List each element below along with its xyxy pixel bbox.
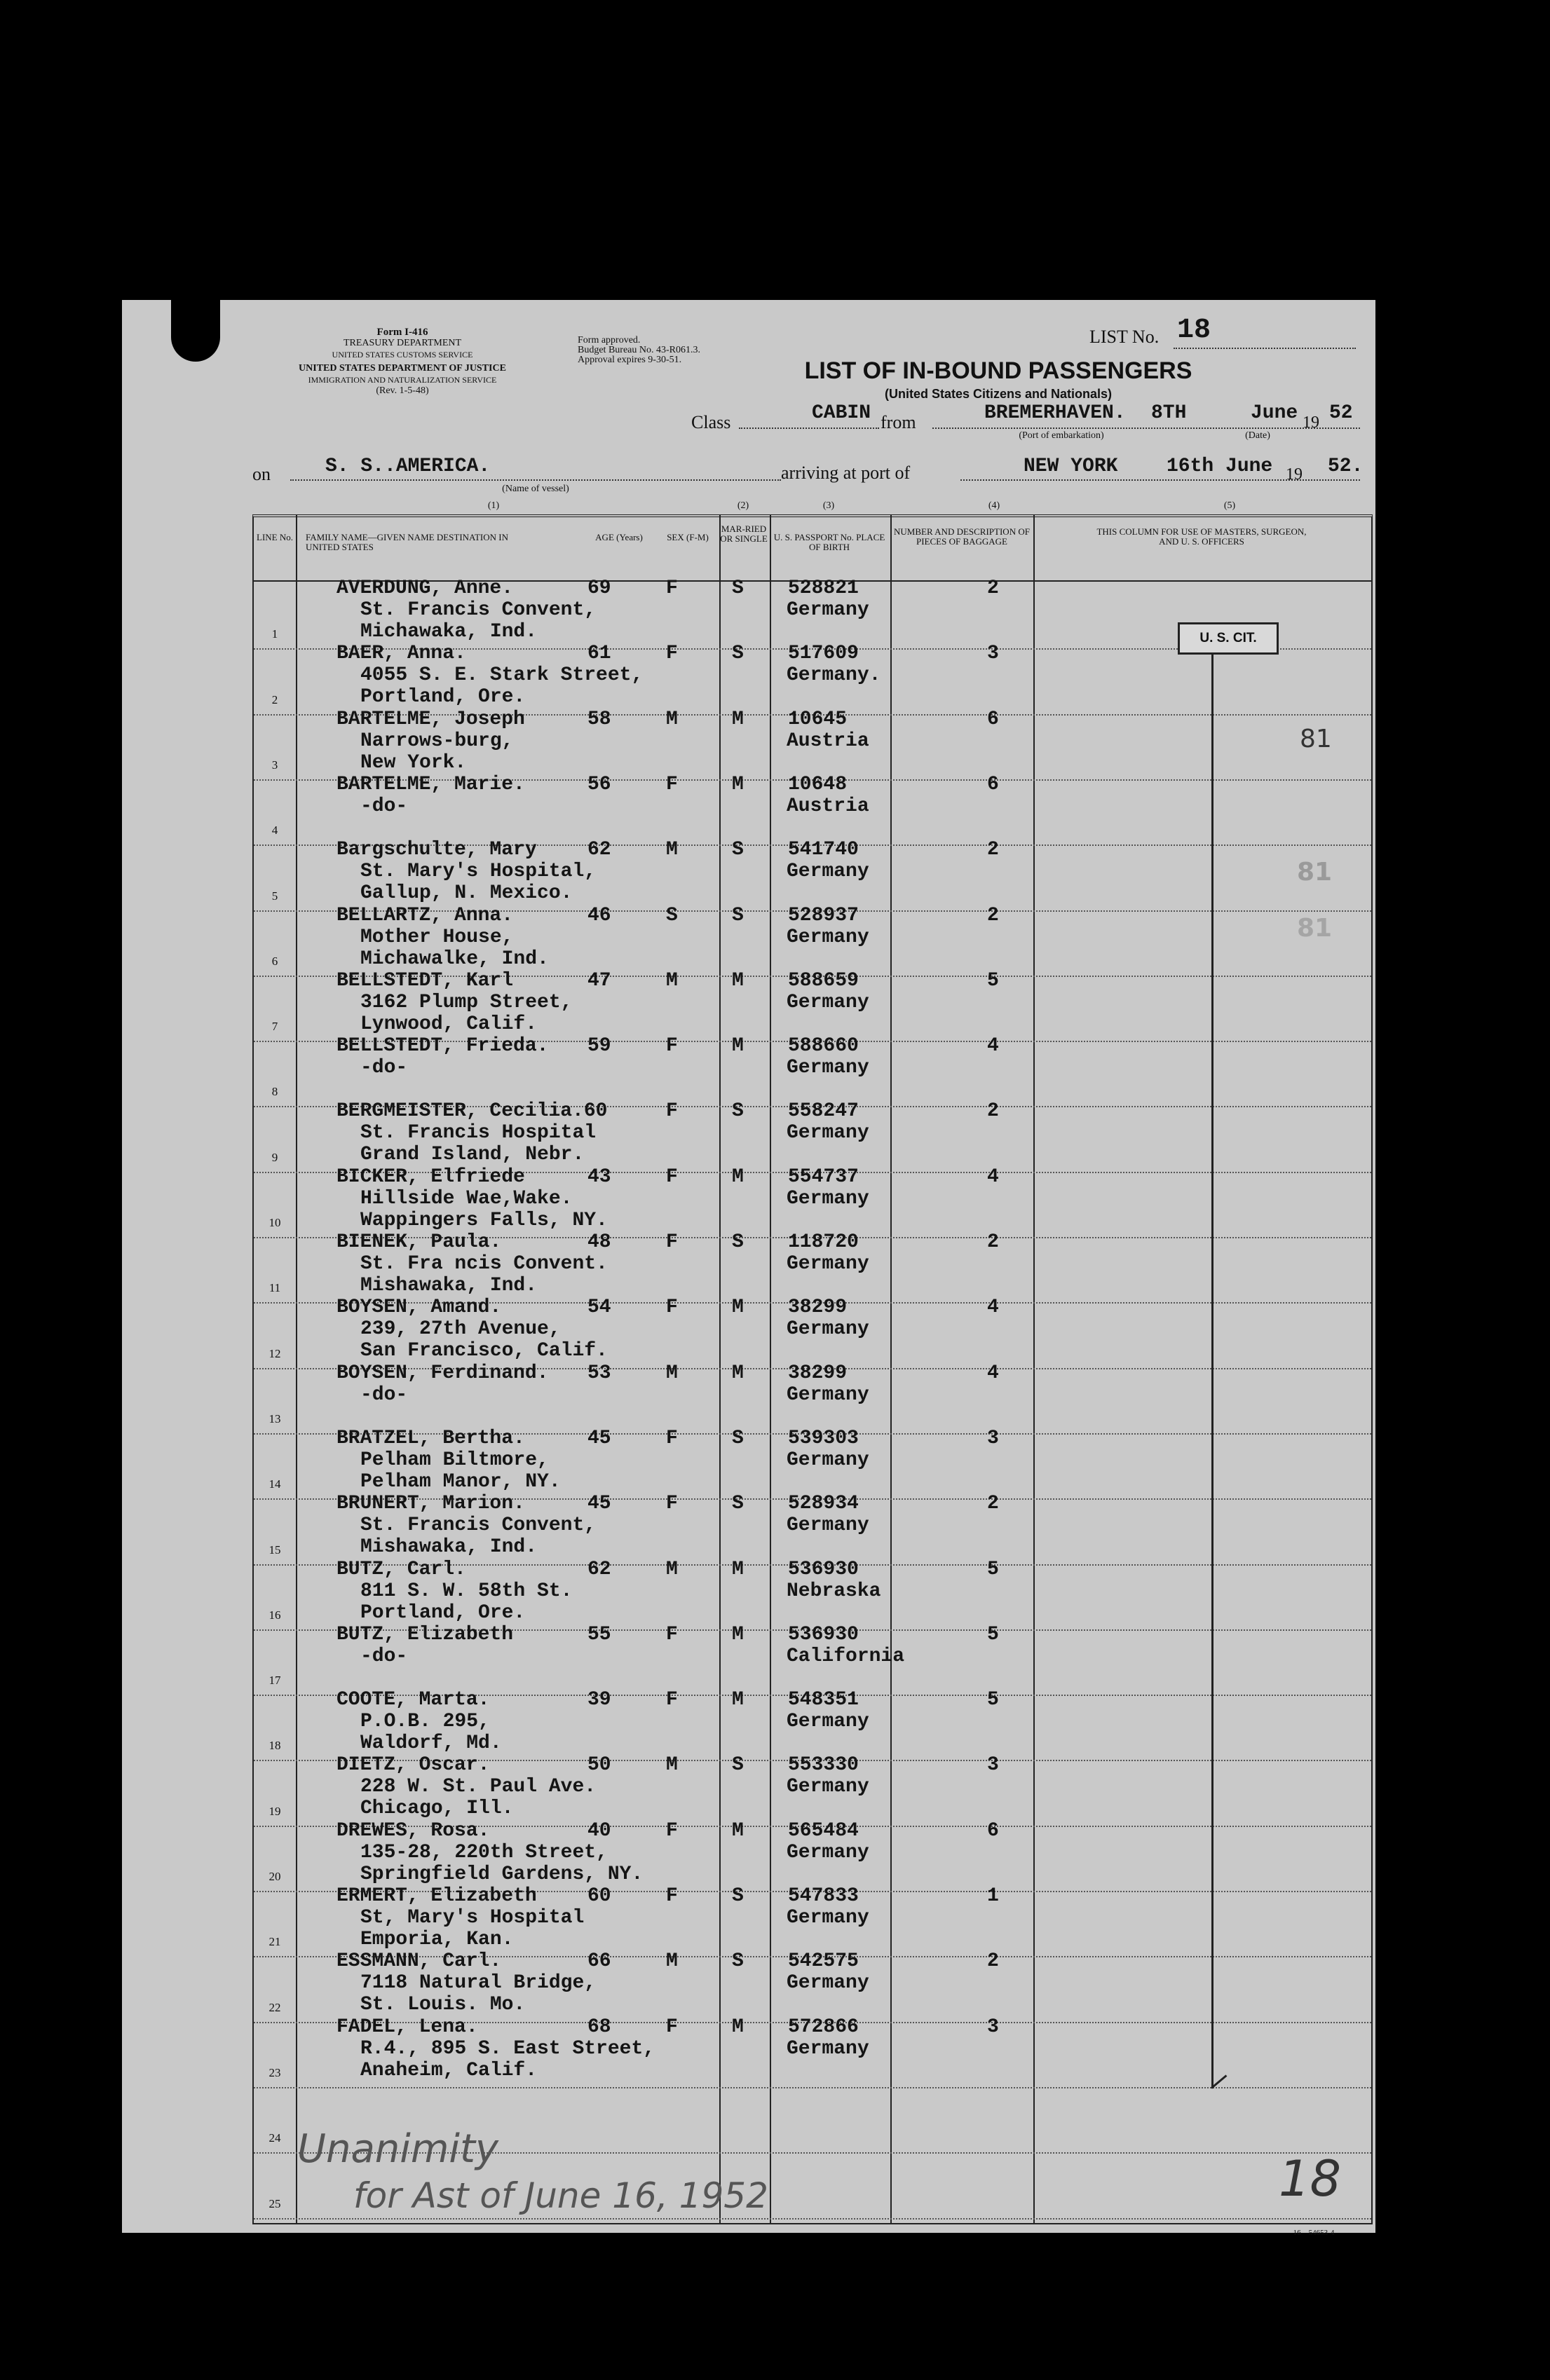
line-number: 10 [268, 1216, 281, 1229]
baggage-count: 6 [987, 709, 999, 730]
place-of-birth: Austria [787, 795, 869, 817]
passport-number: 118720 [788, 1231, 859, 1253]
line-number: 12 [268, 1347, 281, 1360]
passenger-address-1: -do- [360, 1646, 408, 1667]
passenger-marital-status: S [732, 1950, 744, 1972]
passenger-sex: M [666, 1950, 678, 1972]
passenger-marital-status: M [732, 1166, 744, 1188]
form-title: LIST OF IN-BOUND PASSENGERS [804, 357, 1192, 384]
passenger-age: 62 [587, 839, 611, 861]
passenger-address-1: 228 W. St. Paul Ave. [360, 1776, 597, 1798]
passenger-address-1: 3162 Plump Street, [360, 992, 573, 1013]
embark-year-prefix: 19 [1303, 413, 1319, 432]
footer-code: 16—54653-4 [1293, 2229, 1335, 2237]
passenger-address-2: Anaheim, Calif. [360, 2060, 538, 2081]
baggage-count: 5 [987, 1559, 999, 1580]
ins-service: IMMIGRATION AND NATURALIZATION SERVICE [308, 375, 497, 385]
passenger-address-2: Mishawaka, Ind. [360, 1275, 538, 1297]
colnum-1: (1) [487, 500, 500, 511]
passenger-age: 68 [587, 2016, 611, 2038]
passenger-name: BRATZEL, Bertha. [336, 1428, 525, 1449]
line-number: 8 [271, 1085, 278, 1098]
passport-number: 536930 [788, 1559, 859, 1580]
line-number: 17 [268, 1674, 281, 1687]
baggage-count: 3 [987, 1754, 999, 1776]
col-header-married: MAR-RIED OR SINGLE [720, 524, 768, 544]
passenger-name: BIENEK, Paula. [336, 1231, 502, 1253]
passenger-name: BUTZ, Carl. [336, 1559, 466, 1580]
passenger-name: BOYSEN, Amand. [336, 1297, 502, 1318]
baggage-count: 3 [987, 1428, 999, 1449]
baggage-count: 2 [987, 1950, 999, 1972]
class-label: Class [691, 412, 731, 432]
passenger-age: 55 [587, 1624, 611, 1646]
passenger-sex: F [666, 1624, 678, 1646]
passport-number: 565484 [788, 1820, 859, 1842]
vessel-name: S. S..AMERICA. [325, 456, 491, 477]
passenger-address-2: Springfield Gardens, NY. [360, 1863, 644, 1885]
passenger-address-1: St. Fra ncis Convent. [360, 1253, 608, 1275]
annotation-81: 81 [1300, 725, 1332, 753]
passenger-address-2: Pelham Manor, NY. [360, 1471, 561, 1493]
place-of-birth: California [787, 1646, 905, 1667]
passenger-marital-status: S [732, 1885, 744, 1907]
passenger-address-1: Narrows-burg, [360, 730, 514, 752]
passenger-name: BUTZ, Elizabeth [336, 1624, 514, 1646]
place-of-birth: Nebraska [787, 1580, 881, 1602]
signature-line-1: Unanimity [297, 2126, 499, 2172]
place-of-birth: Germany [787, 926, 869, 948]
passenger-sex: F [666, 1885, 678, 1907]
passenger-marital-status: S [732, 1493, 744, 1514]
passenger-sex: F [666, 1428, 678, 1449]
passenger-marital-status: S [732, 643, 744, 664]
col-header-sex: SEX (F-M) [667, 532, 709, 542]
passenger-name: FADEL, Lena. [336, 2016, 478, 2038]
arrival-port: NEW YORK [1024, 456, 1118, 477]
passenger-name: BELLSTEDT, Karl [336, 970, 514, 992]
line-number: 1 [271, 627, 278, 641]
arrival-year: 52. [1328, 456, 1364, 477]
annotation-81-faint: 81 [1297, 858, 1333, 887]
passenger-sex: F [666, 1689, 678, 1711]
passenger-age: 43 [587, 1166, 611, 1188]
passenger-marital-status: S [732, 1231, 744, 1253]
passenger-address-1: St. Mary's Hospital, [360, 861, 597, 882]
line-number: 14 [268, 1477, 281, 1491]
passenger-address-2: New York. [360, 752, 467, 774]
line-number: 3 [271, 758, 278, 772]
line-number: 16 [268, 1608, 281, 1622]
passenger-marital-status: M [732, 774, 744, 795]
passenger-sex: F [666, 1231, 678, 1253]
baggage-count: 5 [987, 1624, 999, 1646]
treasury-dept: TREASURY DEPARTMENT [343, 338, 462, 348]
passenger-address-2: Wappingers Falls, NY. [360, 1210, 608, 1231]
baggage-count: 3 [987, 643, 999, 664]
approval-3: Approval expires 9-30-51. [578, 355, 682, 365]
signature-line-2: for Ast of June 16, 1952 [353, 2175, 768, 2216]
baggage-count: 2 [987, 905, 999, 926]
passenger-address-2: San Francisco, Calif. [360, 1340, 608, 1362]
passenger-sex: F [666, 1820, 678, 1842]
line-number: 9 [271, 1151, 278, 1164]
passenger-marital-status: S [732, 1428, 744, 1449]
passenger-sex: F [666, 643, 678, 664]
passenger-address-2: Portland, Ore. [360, 686, 526, 708]
passenger-name: AVERDUNG, Anne. [336, 577, 514, 599]
torn-corner [171, 299, 220, 362]
line-number: 6 [271, 955, 278, 968]
place-of-birth: Germany [787, 599, 869, 621]
place-of-birth: Germany [787, 2038, 869, 2060]
annotation-total: 18 [1279, 2150, 1342, 2208]
passenger-marital-status: S [732, 577, 744, 599]
passenger-address-1: -do- [360, 1057, 408, 1079]
passenger-name: ERMERT, Elizabeth [336, 1885, 537, 1907]
embark-year: 52 [1329, 402, 1353, 424]
place-of-birth: Germany [787, 1253, 869, 1275]
baggage-count: 4 [987, 1362, 999, 1384]
passenger-address-2: Gallup, N. Mexico. [360, 882, 573, 904]
place-of-birth: Germany [787, 1776, 869, 1798]
passport-number: 541740 [788, 839, 859, 861]
passport-number: 588660 [788, 1035, 859, 1057]
passport-number: 558247 [788, 1100, 859, 1122]
passenger-marital-status: M [732, 1624, 744, 1646]
annotation-81-faint: 81 [1297, 914, 1333, 943]
passport-number: 528934 [788, 1493, 859, 1514]
bracket-line [1211, 655, 1214, 2088]
passenger-name: BELLARTZ, Anna. [336, 905, 514, 926]
passenger-name: DREWES, Rosa. [336, 1820, 490, 1842]
passenger-name: BERGMEISTER, Cecilia.60 [336, 1100, 608, 1122]
passenger-sex: M [666, 970, 678, 992]
passport-number: 528937 [788, 905, 859, 926]
list-label: LIST No. [1089, 327, 1160, 347]
passenger-address-1: 811 S. W. 58th St. [360, 1580, 573, 1602]
passenger-sex: F [666, 1166, 678, 1188]
vessel-caption: (Name of vessel) [502, 484, 569, 494]
passenger-address-1: Hillside Wae,Wake. [360, 1188, 573, 1210]
passenger-address-1: R.4., 895 S. East Street, [360, 2038, 655, 2060]
approval-2: Budget Bureau No. 43-R061.3. [578, 345, 700, 355]
passenger-name: DIETZ, Oscar. [336, 1754, 490, 1776]
passenger-address-1: Mother House, [360, 926, 514, 948]
colnum-4: (4) [988, 500, 1000, 511]
passenger-marital-status: M [732, 709, 744, 730]
passenger-address-2: Lynwood, Calif. [360, 1013, 538, 1035]
passport-number: 528821 [788, 577, 859, 599]
col-header-name: FAMILY NAME—GIVEN NAME DESTINATION IN UNITED STATES [306, 532, 509, 552]
baggage-count: 2 [987, 839, 999, 861]
passenger-address-2: Michawaka, Ind. [360, 621, 538, 643]
line-number: 24 [268, 2131, 281, 2145]
place-of-birth: Germany [787, 1907, 869, 1929]
passport-number: 554737 [788, 1166, 859, 1188]
passenger-address-2: Waldorf, Md. [360, 1732, 502, 1754]
line-number: 23 [268, 2066, 281, 2079]
line-number: 4 [271, 823, 278, 837]
colnum-3: (3) [822, 500, 835, 511]
passenger-marital-status: M [732, 970, 744, 992]
embark-month: June [1251, 402, 1298, 424]
baggage-count: 4 [987, 1035, 999, 1057]
passenger-marital-status: M [732, 1362, 744, 1384]
form-id: Form I-416 [376, 327, 428, 338]
passenger-marital-status: S [732, 905, 744, 926]
row-separator [254, 2218, 1371, 2220]
place-of-birth: Germany [787, 1449, 869, 1471]
col-header-baggage: NUMBER AND DESCRIPTION OF PIECES OF BAGGAGE [894, 526, 1030, 547]
passenger-address-1: P.O.B. 295, [360, 1711, 490, 1732]
passenger-sex: M [666, 709, 678, 730]
line-number: 13 [268, 1412, 281, 1425]
passenger-marital-status: M [732, 2016, 744, 2038]
passenger-address-1: -do- [360, 1384, 408, 1406]
passenger-age: 39 [587, 1689, 611, 1711]
place-of-birth: Germany [787, 1188, 869, 1210]
passport-number: 539303 [788, 1428, 859, 1449]
line-number: 7 [271, 1020, 278, 1033]
passenger-age: 54 [587, 1297, 611, 1318]
passenger-sex: F [666, 1035, 678, 1057]
passenger-address-2: Mishawaka, Ind. [360, 1536, 538, 1558]
baggage-count: 2 [987, 1231, 999, 1253]
passenger-age: 56 [587, 774, 611, 795]
col-header-passport: U. S. PASSPORT No. PLACE OF BIRTH [773, 532, 885, 552]
passenger-sex: F [666, 1297, 678, 1318]
place-of-birth: Germany. [787, 664, 881, 686]
place-of-birth: Germany [787, 1972, 869, 1994]
passenger-address-1: 4055 S. E. Stark Street, [360, 664, 644, 686]
passenger-age: 45 [587, 1493, 611, 1514]
passport-number: 536930 [788, 1624, 859, 1646]
passenger-marital-status: M [732, 1035, 744, 1057]
passenger-age: 40 [587, 1820, 611, 1842]
passenger-address-2: Grand Island, Nebr. [360, 1144, 585, 1165]
passenger-name: Bargschulte, Mary [336, 839, 537, 861]
baggage-count: 2 [987, 1100, 999, 1122]
line-number: 22 [268, 2001, 281, 2014]
line-number: 2 [271, 693, 278, 706]
passport-number: 542575 [788, 1950, 859, 1972]
port-embark-caption: (Port of embarkation) [1019, 430, 1104, 441]
line-number: 11 [268, 1281, 281, 1294]
baggage-count: 2 [987, 577, 999, 599]
place-of-birth: Germany [787, 861, 869, 882]
passport-number: 548351 [788, 1689, 859, 1711]
baggage-count: 5 [987, 1689, 999, 1711]
col-header-official: THIS COLUMN FOR USE OF MASTERS, SURGEON, AND U. S. OFFICERS [1096, 526, 1307, 547]
passenger-name: BOYSEN, Ferdinand. [336, 1362, 549, 1384]
passenger-address-2: Emporia, Kan. [360, 1929, 514, 1950]
baggage-count: 6 [987, 1820, 999, 1842]
passenger-age: 58 [587, 709, 611, 730]
passenger-address-1: 7118 Natural Bridge, [360, 1972, 597, 1994]
passport-number: 547833 [788, 1885, 859, 1907]
passenger-address-1: 239, 27th Avenue, [360, 1318, 561, 1340]
passenger-sex: M [666, 1754, 678, 1776]
place-of-birth: Austria [787, 730, 869, 752]
passenger-address-1: Pelham Biltmore, [360, 1449, 549, 1471]
on-label: on [252, 464, 271, 484]
passenger-name: BAER, Anna. [336, 643, 466, 664]
place-of-birth: Germany [787, 1057, 869, 1079]
passport-number: 10645 [788, 709, 848, 730]
place-of-birth: Germany [787, 1318, 869, 1340]
baggage-count: 5 [987, 970, 999, 992]
baggage-count: 3 [987, 2016, 999, 2038]
class-value: CABIN [812, 402, 871, 424]
passenger-sex: F [666, 577, 678, 599]
baggage-count: 4 [987, 1166, 999, 1188]
revision: (Rev. 1-5-48) [376, 385, 429, 396]
passport-number: 38299 [788, 1362, 848, 1384]
passenger-name: BARTELME, Marie. [336, 774, 525, 795]
passenger-name: BRUNERT, Marion. [336, 1493, 525, 1514]
customs-service: UNITED STATES CUSTOMS SERVICE [332, 350, 473, 360]
passenger-age: 66 [587, 1950, 611, 1972]
passenger-address-1: St. Francis Convent, [360, 599, 597, 621]
passenger-sex: F [666, 1493, 678, 1514]
passenger-age: 60 [587, 1885, 611, 1907]
passenger-address-2: Portland, Ore. [360, 1602, 526, 1624]
passport-number: 572866 [788, 2016, 859, 2038]
date-caption: (Date) [1245, 430, 1270, 441]
passenger-marital-status: M [732, 1297, 744, 1318]
passenger-address-2: Chicago, Ill. [360, 1798, 514, 1819]
passport-number: 553330 [788, 1754, 859, 1776]
passenger-sex: M [666, 839, 678, 861]
passport-number: 588659 [788, 970, 859, 992]
baggage-count: 6 [987, 774, 999, 795]
passenger-age: 62 [587, 1559, 611, 1580]
place-of-birth: Germany [787, 1384, 869, 1406]
passport-number: 10648 [788, 774, 848, 795]
passenger-marital-status: S [732, 1754, 744, 1776]
passenger-age: 48 [587, 1231, 611, 1253]
passenger-age: 47 [587, 970, 611, 992]
passenger-sex: M [666, 1559, 678, 1580]
passenger-age: 45 [587, 1428, 611, 1449]
passport-number: 38299 [788, 1297, 848, 1318]
arrival-year-prefix: 19 [1286, 465, 1303, 484]
line-number: 19 [268, 1805, 281, 1818]
passenger-marital-status: S [732, 1100, 744, 1122]
passenger-sex: F [666, 1100, 678, 1122]
passenger-address-1: St, Mary's Hospital [360, 1907, 585, 1929]
place-of-birth: Germany [787, 1122, 869, 1144]
passenger-age: 53 [587, 1362, 611, 1384]
place-of-birth: Germany [787, 1514, 869, 1536]
passenger-address-2: Michawalke, Ind. [360, 948, 549, 970]
passenger-marital-status: S [732, 839, 744, 861]
line-number: 21 [268, 1935, 281, 1948]
port-of-embarkation: BREMERHAVEN. [984, 402, 1126, 424]
passenger-age: 69 [587, 577, 611, 599]
line-number: 25 [268, 2197, 281, 2210]
col-header-age: AGE (Years) [595, 532, 643, 542]
passenger-name: BICKER, Elfriede [336, 1166, 525, 1188]
row-separator [254, 2087, 1371, 2088]
passenger-name: BARTELME, Joseph [336, 709, 525, 730]
passenger-sex: F [666, 774, 678, 795]
passenger-name: BELLSTEDT, Frieda. [336, 1035, 549, 1057]
us-citizen-stamp: U. S. CIT. [1178, 622, 1279, 655]
baggage-count: 1 [987, 1885, 999, 1907]
form-subtitle: (United States Citizens and Nationals) [884, 387, 1113, 401]
colnum-5: (5) [1223, 500, 1236, 511]
passenger-address-1: St. Francis Convent, [360, 1514, 597, 1536]
arriving-label: arriving at port of [781, 463, 911, 483]
passenger-age: 46 [587, 905, 611, 926]
passenger-name: COOTE, Marta. [336, 1689, 490, 1711]
from-label: from [881, 412, 916, 432]
passenger-name: ESSMANN, Carl. [336, 1950, 502, 1972]
justice-dept: UNITED STATES DEPARTMENT OF JUSTICE [299, 363, 506, 374]
passenger-sex: F [666, 2016, 678, 2038]
list-number: 18 [1177, 315, 1211, 346]
passenger-address-2: St. Louis. Mo. [360, 1994, 526, 2016]
passenger-age: 61 [587, 643, 611, 664]
place-of-birth: Germany [787, 1711, 869, 1732]
colnum-2: (2) [737, 500, 749, 511]
passport-number: 517609 [788, 643, 859, 664]
line-number: 5 [271, 889, 278, 903]
baggage-count: 2 [987, 1493, 999, 1514]
passenger-manifest-page [122, 300, 1375, 2237]
passenger-age: 50 [587, 1754, 611, 1776]
line-number: 18 [268, 1739, 281, 1752]
approval-1: Form approved. [578, 335, 641, 346]
passenger-sex: S [666, 905, 678, 926]
place-of-birth: Germany [787, 992, 869, 1013]
passenger-address-1: 135-28, 220th Street, [360, 1842, 608, 1863]
arrival-date: 16th June [1167, 456, 1273, 477]
passenger-address-1: -do- [360, 795, 408, 817]
line-number: 15 [268, 1543, 281, 1557]
embark-date: 8TH [1151, 402, 1187, 424]
baggage-count: 4 [987, 1297, 999, 1318]
col-header-line: LINE No. [257, 532, 293, 542]
passenger-sex: M [666, 1362, 678, 1384]
line-number: 20 [268, 1870, 281, 1883]
place-of-birth: Germany [787, 1842, 869, 1863]
passenger-marital-status: M [732, 1689, 744, 1711]
passenger-address-1: St. Francis Hospital [360, 1122, 597, 1144]
passenger-marital-status: M [732, 1559, 744, 1580]
passenger-age: 59 [587, 1035, 611, 1057]
passenger-marital-status: M [732, 1820, 744, 1842]
